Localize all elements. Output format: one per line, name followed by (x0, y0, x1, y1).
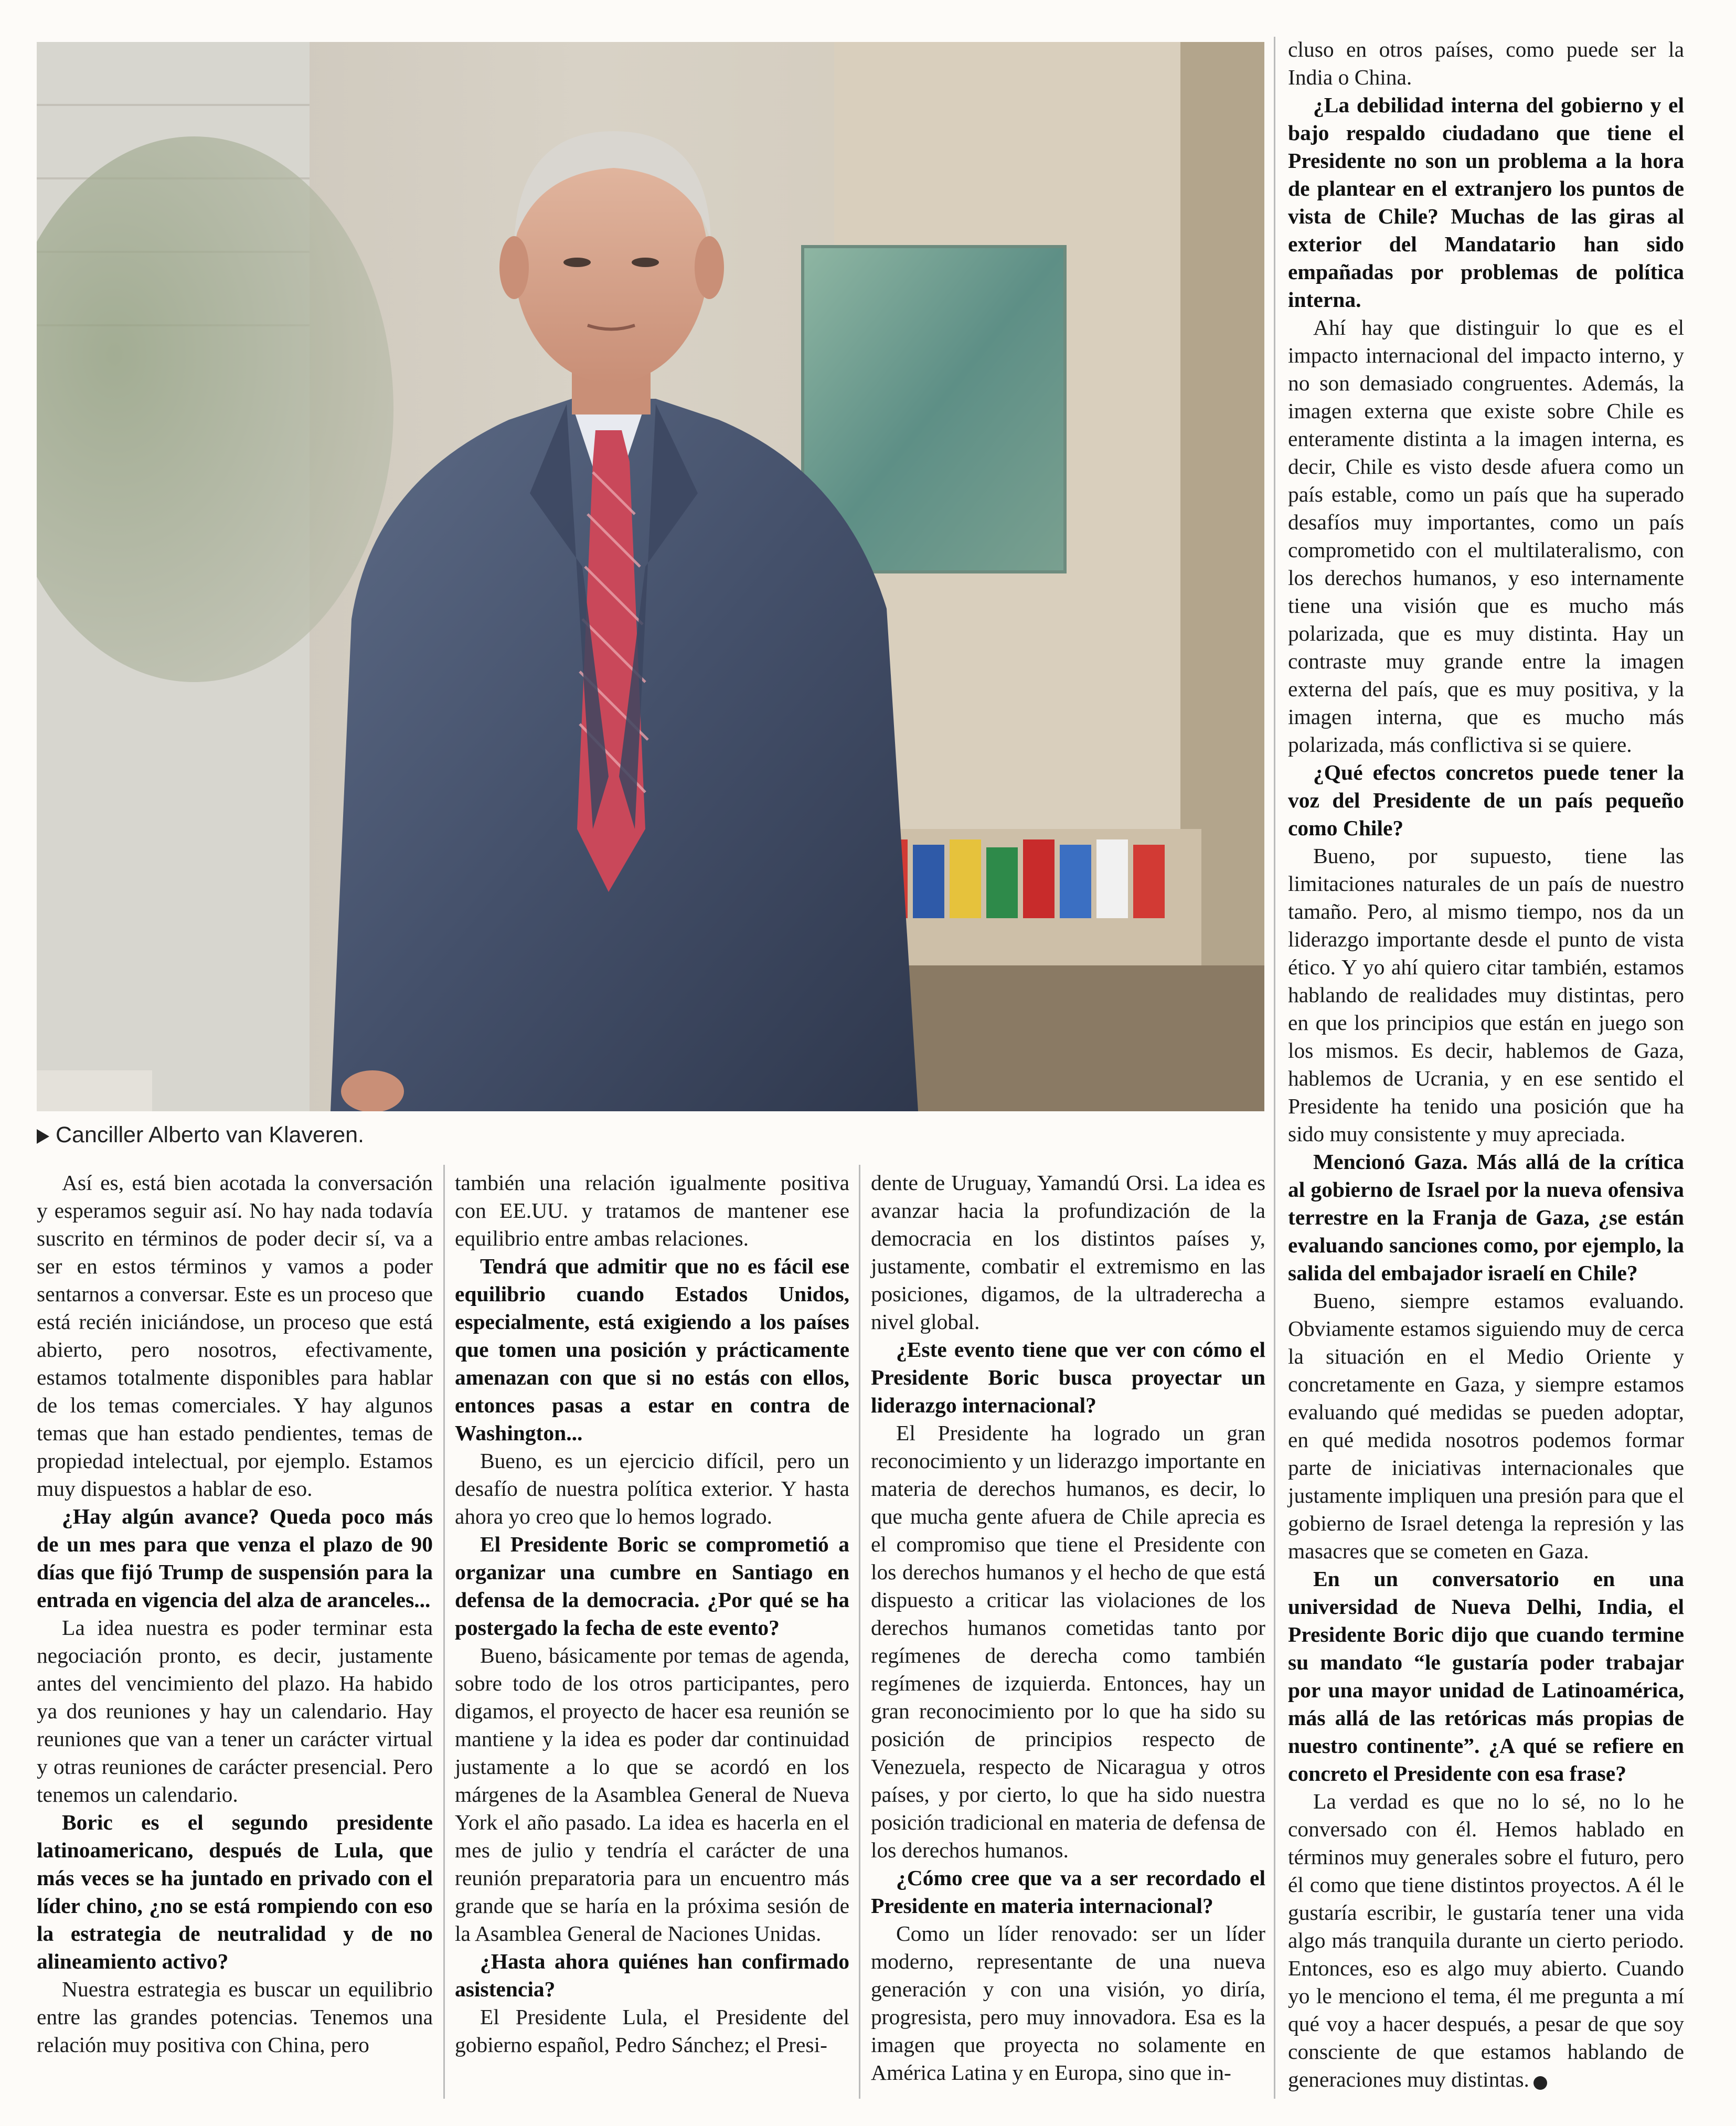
article-column-right (1288, 36, 1684, 2093)
paragraph-text: también una relación igualmente positiva con EE.UU. y tratamos de mantener ese equilibrio entre ambas relaciones. (455, 1171, 849, 1250)
interview-answer (871, 1920, 1265, 2087)
paragraph-text: Boric es el segundo presidente latinoamericano, después de Lula, que más veces se ha juntado en privado con el líder chino, ¿no se está rompiendo con eso la estrategia de neutralidad y de no alineamiento activo? (37, 1810, 433, 1973)
paragraph-text: Bueno, básicamente por temas de agenda, sobre todo de los otros participantes, pero digamos, el proyecto de hacer esa reunión se mantiene y la idea es poder dar continuidad justamente a lo que se acordó en los márgenes de la Asamblea General de Nueva York el año pasado. La idea es hacerla en el mes de julio y tendría el carácter de una reunión preparatoria para un encuentro más grande que se haría en la próxima sesión de la Asamblea General de Naciones Unidas. (455, 1643, 849, 1946)
paragraph-text: El Presidente Lula, el Presidente del gobierno español, Pedro Sánchez; el Presi- (455, 2005, 849, 2057)
interview-answer (871, 1419, 1265, 1864)
portrait-photo (37, 42, 1264, 1111)
paragraph-text: cluso en otros países, como puede ser la India o China. (1288, 37, 1684, 89)
paragraph-text: Ahí hay que distinguir lo que es el impacto internacional del impacto interno, y no son demasiado congruentes. Además, la imagen externa que existe sobre Chile es enteramente distinta a la imagen interna, es decir, Chile es visto desde afuera como un país estable, como un país que ha superado desafíos muy importantes, como un país comprometido con el multilateralismo, con los derechos humanos, y eso internamente tiene una visión que es mucho más polarizada, que es muy distinta. Hay un contraste muy grande entre la imagen externa del país, que es muy positiva, y la imagen interna, que es mucho más polarizada, más conflictiva si se quiere. (1288, 315, 1684, 757)
interview-question (1288, 1565, 1684, 1788)
photo-caption-text: Canciller Alberto van Klaveren. (56, 1122, 364, 1147)
interview-question (455, 1948, 849, 2003)
interview-answer (455, 1447, 849, 1530)
right-triangle-icon (37, 1129, 49, 1144)
column-rule (443, 1165, 445, 2099)
paragraph-text: Tendrá que admitir que no es fácil ese equilibrio cuando Estados Unidos, especialmente, está exigiendo a los países que tomen una posición y prácticamente amenazan con que si no estás con ellos, entonces pasas a estar en contra de Washington... (455, 1254, 849, 1445)
interview-answer (37, 1614, 433, 1809)
photo-caption (37, 1120, 364, 1150)
interview-answer (455, 1169, 849, 1252)
paragraph-text: Bueno, por supuesto, tiene las limitaciones naturales de un país de nuestro tamaño. Pero, al mismo tiempo, nos da un liderazgo importante desde el punto de vista ético. Y yo ahí quiero citar también, estamos hablando de realidades muy distintas, pero en que los principios que están en juego son los mismos. Es decir, hablemos de Gaza, hablemos de Ucrania, y en ese sentido el Presidente ha tenido una posición que ha sido muy consistente y muy apreciada. (1288, 844, 1684, 1146)
paragraph-text: ¿Hasta ahora quiénes han confirmado asistencia? (455, 1949, 849, 2001)
paragraph-text: Mencionó Gaza. Más allá de la crítica al gobierno de Israel por la nueva ofensiva terrestre en la Franja de Gaza, ¿se están evaluando sanciones como, por ejemplo, la salida del embajador israelí en Chile? (1288, 1150, 1684, 1285)
interview-answer (37, 1169, 433, 1503)
column-rule (859, 1165, 860, 2099)
paragraph-text: ¿Hay algún avance? Queda poco más de un mes para que venza el plazo de 90 días que fijó Trump de suspensión para la entrada en vigencia del alza de aranceles... (37, 1504, 433, 1612)
interview-question (1288, 759, 1684, 842)
paragraph-text: La idea nuestra es poder terminar esta negociación pronto, es decir, justamente antes del vencimiento del plazo. Ha habido ya dos reuniones y hay un calendario. Hay reuniones que van a tener un carácter virtual y otras reuniones de carácter presencial. Pero tenemos un calendario. (37, 1615, 433, 1806)
paragraph-text: Bueno, es un ejercicio difícil, pero un desafío de nuestra política exterior. Y hasta ahora yo creo que lo hemos logrado. (455, 1449, 849, 1528)
interview-question (37, 1809, 433, 1975)
interview-answer (1288, 1788, 1684, 2093)
interview-answer (1288, 314, 1684, 759)
paragraph-text: La verdad es que no lo sé, no lo he conversado con él. Hemos hablado en términos muy generales sobre el futuro, pero él como que tiene distintos proyectos. A él le gustaría escribir, le gustaría tener una vida algo más tranquila durante un cierto periodo. Entonces, eso es algo muy abierto. Cuando yo le menciono el tema, él me pregunta a mí qué voy a hacer después, a pesar de que soy consciente de que estamos hablando de generaciones muy distintas. (1288, 1789, 1684, 2091)
interview-answer (871, 1169, 1265, 1336)
paragraph-text: Como un líder renovado: ser un líder moderno, representante de una nueva generación y con una visión, yo diría, progresista, pero muy innovadora. Esa es la imagen que proyecta no solamente en América Latina y en Europa, sino que in- (871, 1921, 1265, 2085)
interview-answer (1288, 1287, 1684, 1565)
interview-question (455, 1530, 849, 1642)
interview-question (871, 1336, 1265, 1419)
interview-answer (1288, 842, 1684, 1148)
interview-question (1288, 91, 1684, 314)
interview-question (455, 1252, 849, 1447)
paragraph-text: En un conversatorio en una universidad de Nueva Delhi, India, el Presidente Boric dijo que cuando termine su mandato “le gustaría poder trabajar por una mayor unidad de Latinoamérica, más allá de las retóricas más propias de nuestro continente”. ¿A qué se refiere en concreto el Presidente con esa frase? (1288, 1567, 1684, 1785)
paragraph-text: El Presidente Boric se comprometió a organizar una cumbre en Santiago en defensa de la democracia. ¿Por qué se ha postergado la fecha de este evento? (455, 1532, 849, 1640)
article-column-2 (455, 1169, 849, 2059)
article-column-1 (37, 1169, 433, 2059)
interview-question (37, 1503, 433, 1614)
interview-question (1288, 1148, 1684, 1287)
paragraph-text: dente de Uruguay, Yamandú Orsi. La idea es avanzar hacia la profundización de la democracia en los distintos países y, justamente, combatir el extremismo en las posiciones, digamos, de la ultraderecha a nivel global. (871, 1171, 1265, 1334)
column-rule (1274, 37, 1275, 2099)
interview-answer (455, 2003, 849, 2059)
paragraph-text: ¿Cómo cree que va a ser recordado el Presidente en materia internacional? (871, 1866, 1265, 1918)
paragraph-text: Nuestra estrategia es buscar un equilibrio entre las grandes potencias. Tenemos una relación muy positiva con China, pero (37, 1977, 433, 2057)
paragraph-text: ¿Este evento tiene que ver con cómo el Presidente Boric busca proyectar un liderazgo internacional? (871, 1337, 1265, 1417)
interview-answer (1288, 36, 1684, 91)
paragraph-text: ¿La debilidad interna del gobierno y el bajo respaldo ciudadano que tiene el Presidente no son un problema a la hora de plantear en el extranjero los puntos de vista de Chile? Muchas de las giras al exterior del Mandatario han sido empañadas por problemas de política interna. (1288, 93, 1684, 312)
paragraph-text: Bueno, siempre estamos evaluando. Obviamente estamos siguiendo muy de cerca la situación en el Medio Oriente y concretamente en Gaza, y siempre estamos evaluando qué medidas se pueden adoptar, en qué medida nosotros podemos formar parte de iniciativas internacionales que justamente impliquen una presión para que el gobierno de Israel detenga la represión y las masacres que se cometen en Gaza. (1288, 1289, 1684, 1563)
interview-question (871, 1864, 1265, 1920)
interview-answer (37, 1975, 433, 2059)
paragraph-text: ¿Qué efectos concretos puede tener la voz del Presidente de un país pequeño como Chile? (1288, 760, 1684, 840)
interview-answer (455, 1642, 849, 1948)
paragraph-text: El Presidente ha logrado un gran reconocimiento y un liderazgo importante en materia de derechos humanos, es decir, lo que mucha gente afuera de Chile aprecia es el compromiso que tiene el Presidente con los derechos humanos y el hecho de que está dispuesto a criticar las violaciones de los derechos humanos cometidas tanto por regímenes de derecha como también regímenes de izquierda. Entonces, hay un gran reconocimiento por lo que ha sido su posición de principios respecto de Venezuela, respecto de Nicaragua y otros países, y por cierto, lo que ha sido nuestra posición tradicional en materia de defensa de los derechos humanos. (871, 1421, 1265, 1862)
article-column-3 (871, 1169, 1265, 2087)
end-of-article-icon: ● (1533, 2076, 1547, 2090)
paragraph-text: Así es, está bien acotada la conversación y esperamos seguir así. No hay nada todavía suscrito en términos de poder decir sí, va a ser en estos términos y vamos a poder sentarnos a conversar. Este es un proceso que está recién iniciándose, un proceso que está abierto, pero nosotros, efectivamente, estamos totalmente disponibles para hablar de los temas comerciales. Y hay algunos temas que han estado pendientes, temas de propiedad intelectual, por ejemplo. Estamos muy dispuestos a hablar de eso. (37, 1171, 433, 1501)
